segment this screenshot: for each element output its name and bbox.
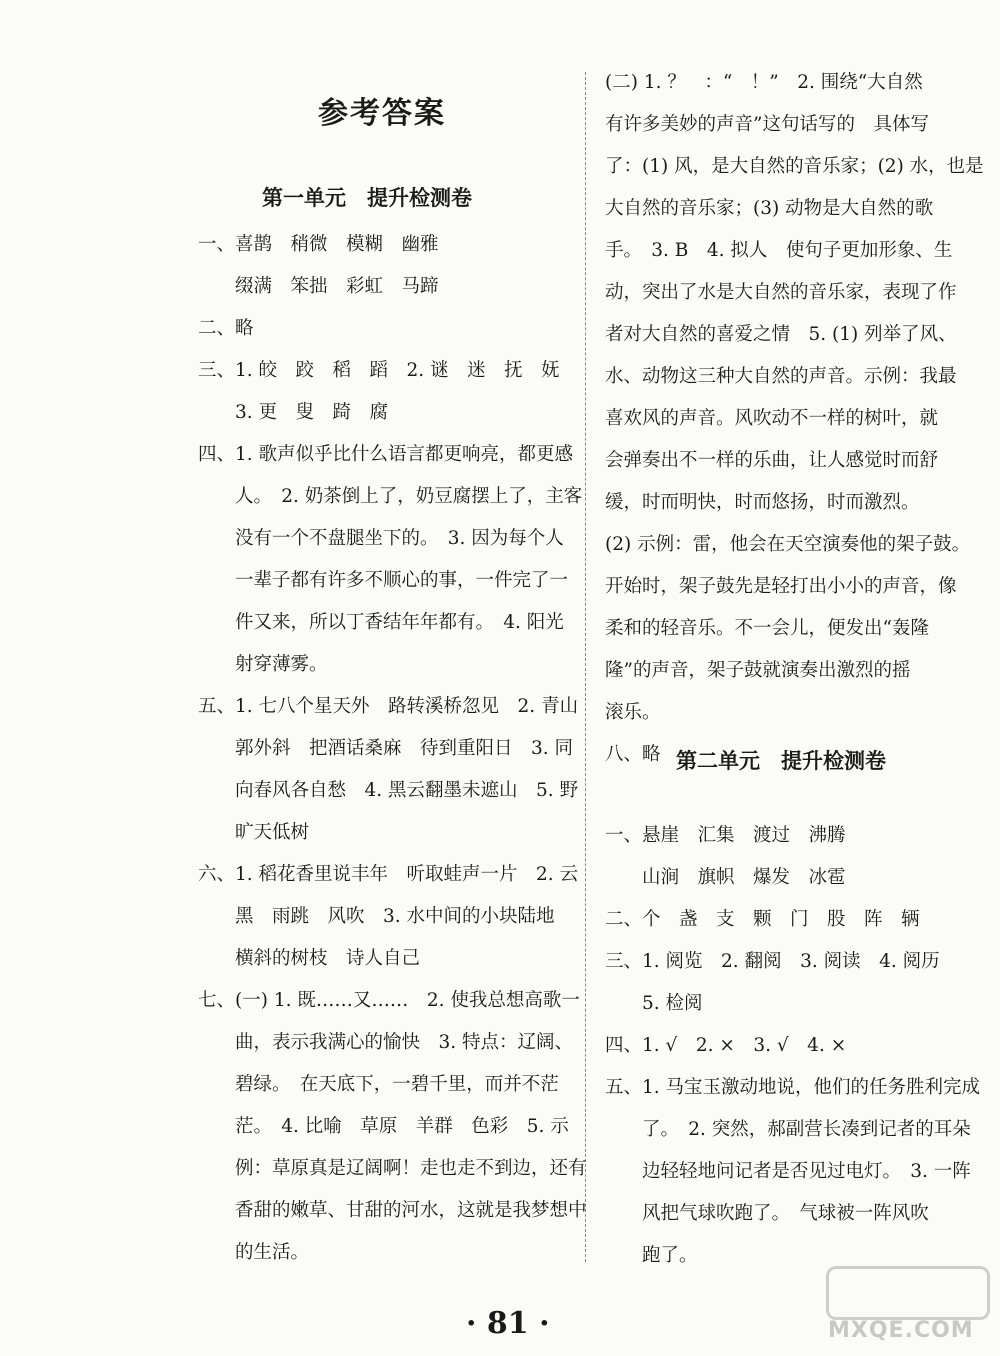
answer-line: 曲，表示我满心的愉快 3. 特点：辽阔、	[198, 1032, 574, 1053]
answer-line: 3. 更 叟 踦 腐	[198, 402, 389, 423]
answer-line: 滚乐。	[605, 702, 661, 723]
answer-line: 香甜的嫩草、甘甜的河水，这就是我梦想中	[198, 1200, 587, 1221]
answer-line: 有许多美妙的声音”这句话写的 具体写	[605, 114, 929, 135]
answer-line: 开始时，架子鼓先是轻打出小小的声音，像	[605, 576, 957, 597]
page-title: 参考答案	[318, 96, 446, 131]
answer-line: 例：草原真是辽阔啊！走也走不到边，还有	[198, 1158, 587, 1179]
answer-line: 四、1. 歌声似乎比什么语言都更响亮，都更感	[198, 444, 574, 465]
answer-line: 动，突出了水是大自然的音乐家，表现了作	[605, 282, 957, 303]
answer-line: 五、1. 七八个星天外 路转溪桥忽见 2. 青山	[198, 696, 579, 717]
unit1-title: 第一单元 提升检测卷	[262, 185, 472, 210]
answer-line: 者对大自然的喜爱之情 5. (1) 列举了风、	[605, 324, 957, 345]
watermark	[826, 1266, 992, 1350]
answer-line: 旷天低树	[198, 822, 310, 843]
answer-line: 碧绿。 在天底下，一碧千里，而并不茫	[198, 1074, 559, 1095]
answer-line: 横斜的树枝 诗人自己	[198, 948, 421, 969]
answer-line: 5. 检阅	[605, 993, 703, 1014]
answer-line: 水、动物这三种大自然的声音。示例：我最	[605, 366, 957, 387]
answer-line: 三、1. 阅览 2. 翻阅 3. 阅读 4. 阅历	[605, 951, 940, 972]
column-divider	[585, 72, 586, 1262]
answer-line: 喜欢风的声音。风吹动不一样的树叶，就	[605, 408, 939, 429]
watermark-text: MXQE.COM	[828, 1318, 974, 1343]
answer-line: 了：(1) 风，是大自然的音乐家；(2) 水，也是	[605, 156, 984, 177]
answer-line: 六、1. 稻花香里说丰年 听取蛙声一片 2. 云	[198, 864, 579, 885]
unit1-answers-continued	[605, 62, 985, 776]
answer-line: 没有一个不盘腿坐下的。 3. 因为每个人	[198, 528, 564, 549]
answer-line: 八、略	[605, 744, 661, 765]
answer-line: 一辈子都有许多不顺心的事，一件完了一	[198, 570, 569, 591]
answer-line: (2) 示例：雷，他会在天空演奏他的架子鼓。	[605, 534, 971, 555]
answer-line: 缀满 笨拙 彩虹 马蹄	[198, 276, 439, 297]
answer-line: 件又来，所以丁香结年年都有。 4. 阳光	[198, 612, 564, 633]
answer-line: 了。 2. 突然，郝副营长凑到记者的耳朵	[605, 1119, 971, 1140]
answer-line: 边轻轻地问记者是否见过电灯。 3. 一阵	[605, 1161, 971, 1182]
answer-line: 一、悬崖 汇集 渡过 沸腾	[605, 825, 846, 846]
answer-line: 黑 雨跳 风吹 3. 水中间的小块陆地	[198, 906, 555, 927]
answer-line: 三、1. 皎 跤 稻 蹈 2. 谜 迷 抚 妩	[198, 360, 560, 381]
answer-line: 的生活。	[198, 1242, 310, 1263]
answer-line: 人。 2. 奶茶倒上了，奶豆腐摆上了，主客	[198, 486, 583, 507]
answer-line: (二) 1. ？ ：“ ！” 2. 围绕“大自然	[605, 72, 923, 93]
answer-line: 郭外斜 把酒话桑麻 待到重阳日 3. 同	[198, 738, 574, 759]
unit2-title: 第二单元 提升检测卷	[676, 748, 886, 773]
answer-line: 会弹奏出不一样的乐曲，让人感觉时而舒	[605, 450, 939, 471]
answer-line: 二、略	[198, 318, 254, 339]
answer-line: 射穿薄雾。	[198, 654, 328, 675]
answer-line: 四、1. √ 2. × 3. √ 4. ×	[605, 1035, 847, 1056]
answer-line: 一、喜鹊 稍微 模糊 幽雅	[198, 234, 439, 255]
answer-line: 隆”的声音，架子鼓就演奏出激烈的摇	[605, 660, 911, 681]
answer-line: 跑了。	[605, 1245, 698, 1266]
answer-line: 手。 3. B 4. 拟人 使句子更加形象、生	[605, 240, 953, 261]
page-number: · 81 ·	[466, 1306, 550, 1341]
answer-line: 风把气球吹跑了。 气球被一阵风吹	[605, 1203, 929, 1224]
answer-line: 山涧 旗帜 爆发 冰雹	[605, 867, 846, 888]
answer-line: 柔和的轻音乐。不一会儿，便发出“轰隆	[605, 618, 929, 639]
answer-line: 大自然的音乐家；(3) 动物是大自然的歌	[605, 198, 934, 219]
answer-line: 二、个 盏 支 颗 门 股 阵 辆	[605, 909, 920, 930]
answer-line: 五、1. 马宝玉激动地说，他们的任务胜利完成	[605, 1077, 981, 1098]
answer-line: 向春风各自愁 4. 黑云翻墨未遮山 5. 野	[198, 780, 579, 801]
answer-line: 缓，时而明快，时而悠扬，时而激烈。	[605, 492, 920, 513]
unit1-answers	[198, 224, 587, 1274]
watermark-logo	[826, 1266, 990, 1320]
unit2-answers	[605, 815, 985, 1277]
answer-line: 七、(一) 1. 既……又…… 2. 使我总想高歌一	[198, 990, 580, 1011]
answer-line: 茫。 4. 比喻 草原 羊群 色彩 5. 示	[198, 1116, 569, 1137]
